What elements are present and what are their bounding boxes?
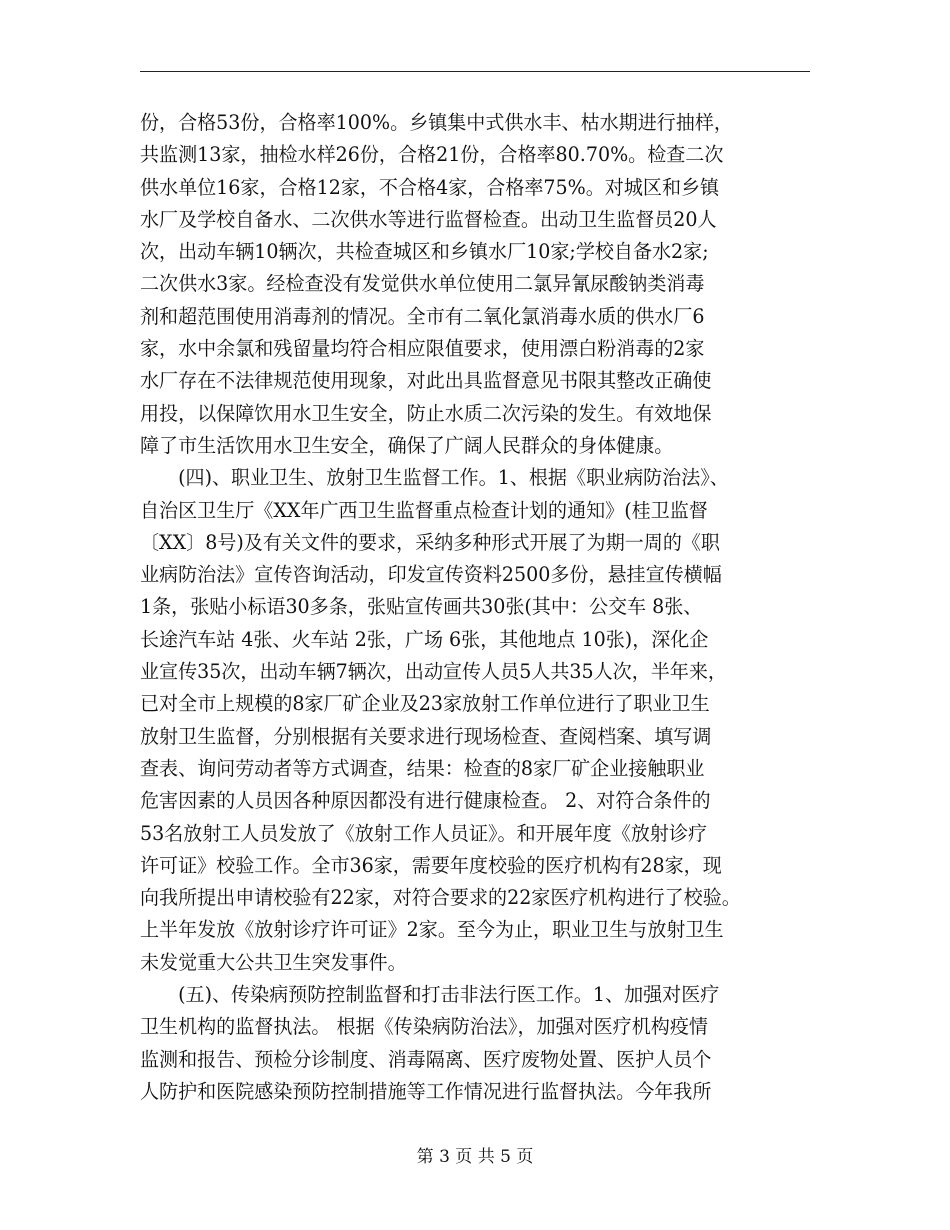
text-line: 监测和报告、预检分诊制度、消毒隔离、医疗废物处置、医护人员个 xyxy=(140,1047,712,1071)
text-line: 向我所提出申请校验有22家，对符合要求的22家医疗机构进行了校验。 xyxy=(140,886,741,910)
page-footer: 第 3 页 共 5 页 xyxy=(416,1147,534,1167)
text-line: 用投，以保障饮用水卫生安全，防止水质二次污染的发生。有效地保 xyxy=(140,401,712,425)
text-line: 份，合格53份，合格率100%。乡镇集中式供水丰、枯水期进行抽样， xyxy=(140,111,733,134)
header-rule xyxy=(140,71,810,72)
text-line: 业宣传35次，出动车辆7辆次，出动宣传人员5人共35人次，半年来， xyxy=(140,660,727,684)
body-text xyxy=(140,107,820,1108)
text-line: 自治区卫生厅《XX年广西卫生监督重点检查计划的通知》(桂卫监督 xyxy=(140,498,708,522)
text-line: 53名放射工人员发放了《放射工作人员证》。和开展年度《放射诊疗 xyxy=(140,821,708,845)
text-line: 供水单位16家，合格12家，不合格4家，合格率75%。对城区和乡镇 xyxy=(140,175,720,199)
text-line: 剂和超范围使用消毒剂的情况。全市有二氧化氯消毒水质的供水厂6 xyxy=(140,304,705,328)
text-line: 人防护和医院感染预防控制措施等工作情况进行监督执法。今年我所 xyxy=(140,1079,712,1103)
text-line: 家，水中余氯和残留量均符合相应限值要求，使用漂白粉消毒的2家 xyxy=(140,337,705,361)
text-line: 次，出动车辆10辆次，共检查城区和乡镇水厂10家;学校自备水2家; xyxy=(140,240,709,264)
text-line: 水厂及学校自备水、二次供水等进行监督检查。出动卫生监督员20人 xyxy=(140,207,717,231)
text-line: (五)、传染病预防控制监督和打击非法行医工作。1、加强对医疗 xyxy=(140,983,720,1007)
text-line: 障了市生活饮用水卫生安全，确保了广阔人民群众的身体健康。 xyxy=(140,433,674,457)
text-line: 业病防治法》宣传咨询活动，印发宣传资料2500多份，悬挂宣传横幅 xyxy=(140,563,722,587)
text-line: (四)、职业卫生、放射卫生监督工作。1、根据《职业病防治法》、 xyxy=(140,466,729,490)
text-line: 共监测13家，抽检水样26份，合格21份，合格率80.70%。检查二次 xyxy=(140,143,724,167)
text-line: 〔XX〕8号)及有关文件的要求，采纳多种形式开展了为期一周的《职 xyxy=(140,530,720,554)
text-line: 放射卫生监督，分别根据有关要求进行现场检查、查阅档案、填写调 xyxy=(140,724,712,748)
text-line: 水厂存在不法律规范使用现象，对此出具监督意见书限其整改正确使 xyxy=(140,369,712,393)
text-line: 二次供水3家。经检查没有发觉供水单位使用二氯异氰尿酸钠类消毒 xyxy=(140,272,705,296)
text-line: 1条，张贴小标语30多条，张贴宣传画共30张(其中：公交车 8张、 xyxy=(140,595,703,619)
text-line: 未发觉重大公共卫生突发事件。 xyxy=(140,950,407,974)
text-line: 危害因素的人员因各种原因都没有进行健康检查。 2、对符合条件的 xyxy=(140,789,711,813)
text-line: 查表、询问劳动者等方式调查，结果：检查的8家厂矿企业接触职业 xyxy=(140,756,705,780)
text-line: 上半年发放《放射诊疗许可证》2家。至今为止，职业卫生与放射卫生 xyxy=(140,918,724,942)
text-line: 许可证》校验工作。全市36家，需要年度校验的医疗机构有28家，现 xyxy=(140,853,722,877)
text-line: 长途汽车站 4张、火车站 2张，广场 6张，其他地点 10张)，深化企 xyxy=(140,627,709,651)
text-line: 已对全市上规模的8家厂矿企业及23家放射工作单位进行了职业卫生 xyxy=(140,692,710,716)
text-line: 卫生机构的监督执法。 根据《传染病防治法》，加强对医疗机构疫情 xyxy=(140,1015,708,1039)
